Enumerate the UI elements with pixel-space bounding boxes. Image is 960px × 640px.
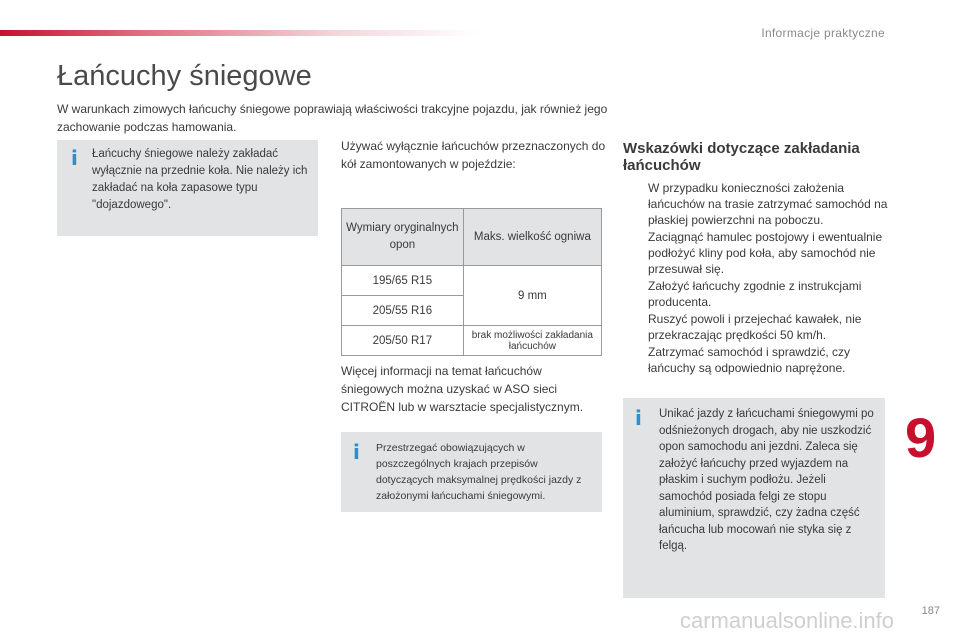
info-icon: i xyxy=(635,406,642,430)
list-item-text: Zaciągnąć hamulec postojowy i ewentualnie podłożyć kliny pod koła, aby samochód nie przesuwał się. xyxy=(648,230,883,276)
table-cell-tire: 195/65 R15 xyxy=(342,266,464,296)
list-item-text: W przypadku konieczności założenia łańcuchów na trasie zatrzymać samochód na płaskiej powierzchni na poboczu. xyxy=(648,181,888,227)
list-item xyxy=(623,180,888,228)
usage-paragraph: Używać wyłącznie łańcuchów przeznaczonych do kół zamontowanych w pojeździe: xyxy=(341,139,606,171)
info-box-speed-limit xyxy=(341,432,602,512)
tips-heading: Wskazówki dotyczące zakładania łańcuchów xyxy=(623,140,860,174)
info-box-text: Unikać jazdy z łańcuchami śniegowymi po odśnieżonych drogach, aby nie uszkodzić opon samochodu ani jezdni. Zaleca się założyć łańcuchy przed wyjazdem na płaskim i suchym podłożu. Jeżeli samochód posiada felgi ze stopu aluminium, sprawdzić, czy żadna część łańcucha lub mocowań nie styka się z felgą. xyxy=(659,408,874,552)
watermark: carmanualsonline.info xyxy=(680,608,895,633)
info-box-text: Przestrzegać obowiązujących w poszczególnych krajach przepisów dotyczących maksymalnej prędkości jazdy z założonymi łańcuchami śniegowymi. xyxy=(376,442,582,502)
table-header-max-link: Maks. wielkość ogniwa xyxy=(463,209,601,266)
info-box-front-wheels xyxy=(57,140,318,236)
table-cell-link: 9 mm xyxy=(463,266,601,326)
header-accent-bar xyxy=(0,30,480,36)
table-row xyxy=(342,266,602,296)
table-header-row xyxy=(342,209,602,266)
page-title: Łańcuchy śniegowe xyxy=(57,60,312,92)
chain-spec-table xyxy=(341,208,602,356)
tips-list xyxy=(623,180,888,377)
table-cell-tire: 205/55 R16 xyxy=(342,296,464,326)
list-item xyxy=(623,278,888,310)
table-header-tire-size: Wymiary oryginalnych opon xyxy=(342,209,464,266)
info-icon: i xyxy=(353,440,360,464)
list-item xyxy=(623,344,888,376)
section-title: Informacje praktyczne xyxy=(761,26,885,40)
table-cell-link: brak możliwości zakładania łańcuchów xyxy=(463,326,601,356)
info-box-text: Łańcuchy śniegowe należy zakładać wyłącznie na przednie koła. Nie należy ich zakładać na koła zapasowe typu "dojazdowego". xyxy=(92,148,308,211)
info-box-cleared-roads xyxy=(623,398,885,598)
list-item xyxy=(623,311,888,343)
list-item-text: Zatrzymać samochód i sprawdzić, czy łańcuchy są odpowiednio naprężone. xyxy=(648,345,851,375)
intro-paragraph: W warunkach zimowych łańcuchy śniegowe poprawiają właściwości trakcyjne pojazdu, jak również jego zachowanie podczas hamowania. xyxy=(57,102,608,134)
more-info-paragraph: Więcej informacji na temat łańcuchów śniegowych można uzyskać w ASO sieci CITROËN lub w warsztacie specjalistycznym. xyxy=(341,364,584,414)
list-item-text: Założyć łańcuchy zgodnie z instrukcjami producenta. xyxy=(648,279,862,309)
table-cell-tire: 205/50 R17 xyxy=(342,326,464,356)
info-icon: i xyxy=(71,146,78,170)
table-row xyxy=(342,326,602,356)
chapter-number: 9 xyxy=(905,406,937,469)
list-item-text: Ruszyć powoli i przejechać kawałek, nie przekraczając prędkości 50 km/h. xyxy=(648,312,862,342)
list-item xyxy=(623,229,888,277)
page-number: 187 xyxy=(921,605,940,617)
